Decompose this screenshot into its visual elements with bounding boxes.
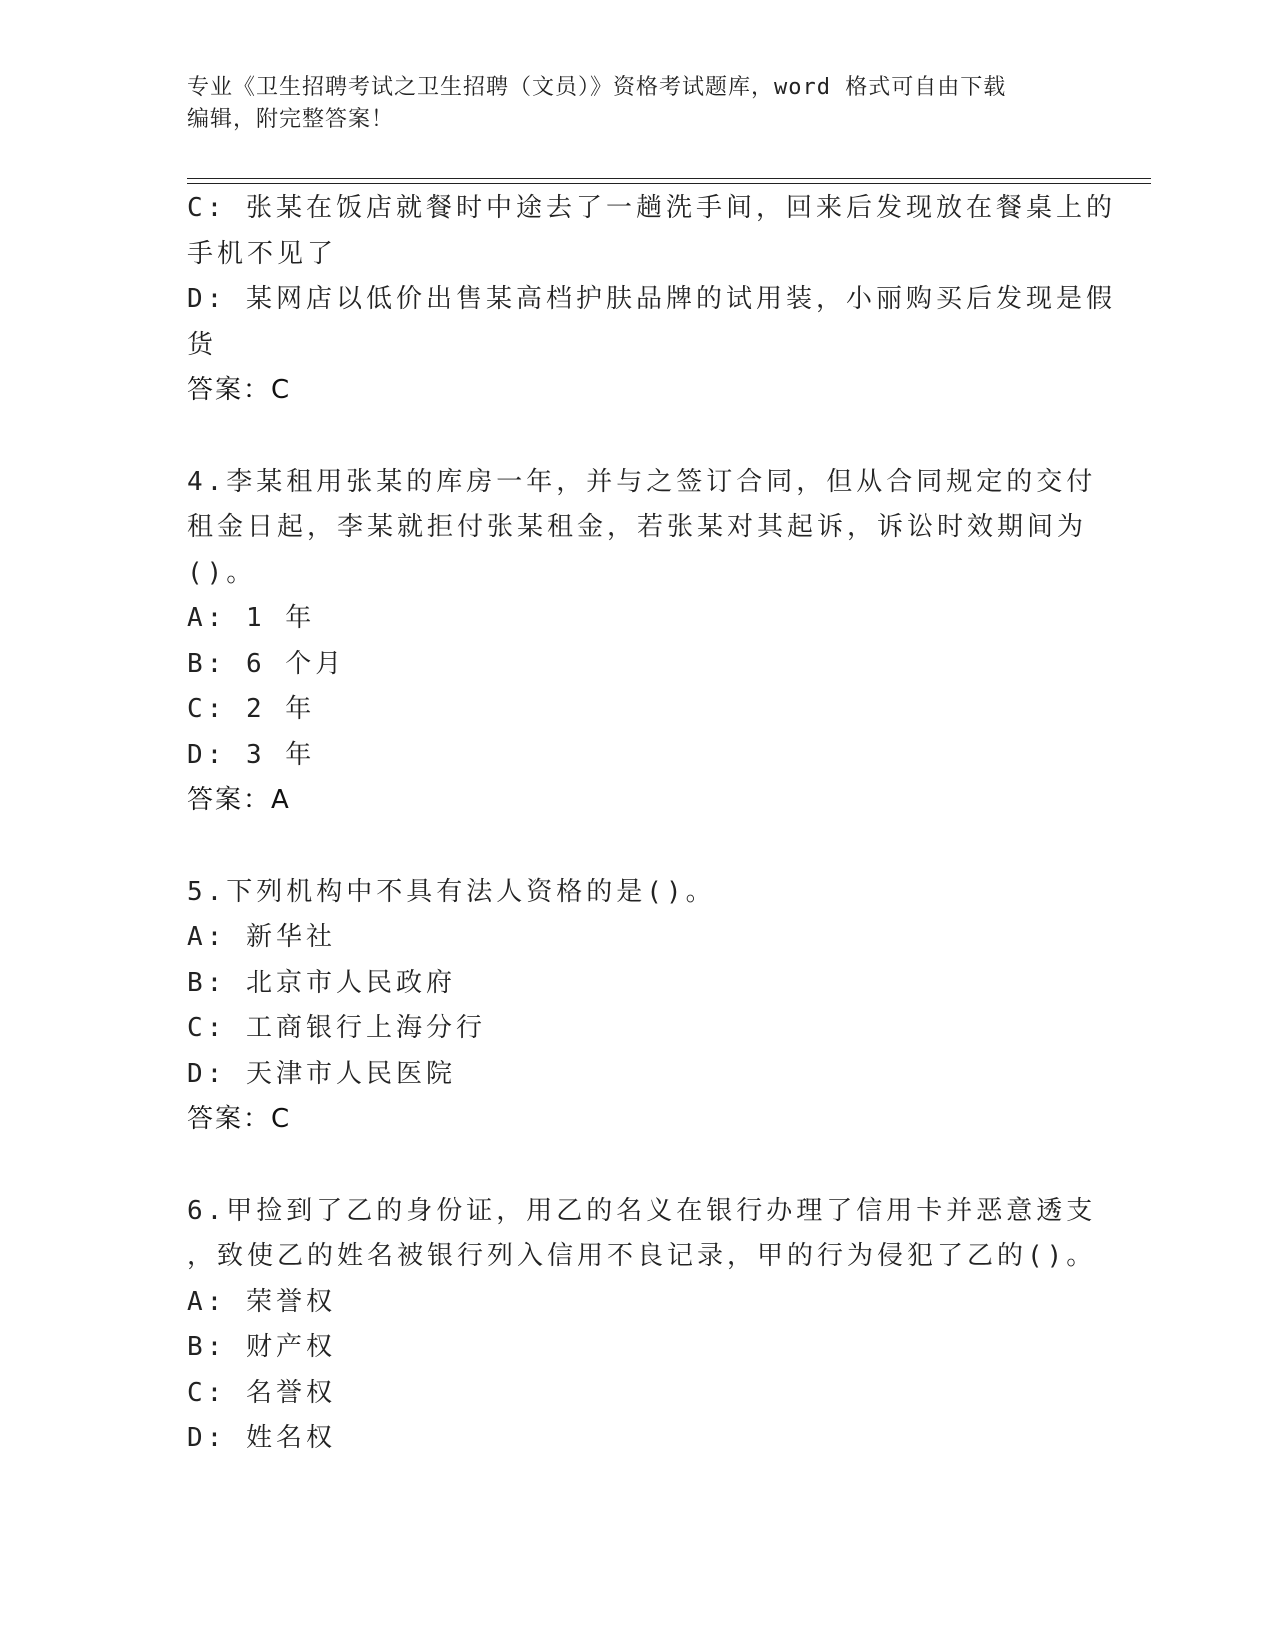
answer-label: 答案：A (187, 785, 291, 815)
answer-label: 答案：C (187, 375, 292, 405)
question-5 (187, 870, 1077, 1143)
question-stem-line-2: 租金日起，李某就拒付张某租金，若张某对其起诉，诉讼时效期间为 (187, 512, 1088, 542)
header-line-1: 专业《卫生招聘考试之卫生招聘（文员）》资格考试题库，word 格式可自由下载 (187, 75, 1007, 100)
option-c-line-1: C: 张某在饭店就餐时中途去了一趟洗手间，回来后发现放在餐桌上的 (187, 193, 1116, 223)
question-stem-line-1: 4.李某租用张某的库房一年，并与之签订合同，但从合同规定的交付 (187, 466, 1097, 497)
option-a: A: 新华社 (187, 922, 336, 952)
question-4 (187, 460, 1097, 824)
option-d: D: 3 年 (187, 739, 316, 770)
option-a: A: 1 年 (187, 603, 316, 633)
question-stem-line-3: ()。 (187, 557, 257, 588)
option-b: B: 6 个月 (187, 648, 346, 679)
question-spacer (187, 824, 1077, 870)
question-list (187, 186, 1116, 1462)
option-a: A: 荣誉权 (187, 1286, 336, 1317)
question-spacer (187, 1143, 1077, 1189)
option-b: B: 北京市人民政府 (187, 967, 456, 998)
option-d-line-1: D: 某网店以低价出售某高档护肤品牌的试用装，小丽购买后发现是假 (187, 284, 1116, 314)
option-c-line-2: 手机不见了 (187, 238, 338, 269)
option-d: D: 姓名权 (187, 1423, 336, 1453)
question-6 (187, 1189, 1097, 1462)
question-spacer (187, 414, 1077, 460)
option-d: D: 天津市人民医院 (187, 1058, 456, 1089)
question-3-partial (187, 186, 1116, 414)
header-divider-bottom (187, 183, 1151, 184)
document-header (187, 72, 1087, 136)
header-line-2: 编辑，附完整答案！ (187, 107, 395, 132)
question-stem: 5.下列机构中不具有法人资格的是()。 (187, 876, 716, 907)
header-divider-top (187, 178, 1151, 179)
option-c: C: 2 年 (187, 694, 316, 724)
question-stem-line-1: 6.甲捡到了乙的身份证，用乙的名义在银行办理了信用卡并恶意透支 (187, 1195, 1097, 1226)
option-d-line-2: 货 (187, 329, 218, 360)
answer-label: 答案：C (187, 1104, 292, 1134)
option-b: B: 财产权 (187, 1332, 336, 1362)
option-c: C: 名誉权 (187, 1377, 336, 1408)
option-c: C: 工商银行上海分行 (187, 1013, 486, 1043)
question-stem-line-2: ，致使乙的姓名被银行列入信用不良记录，甲的行为侵犯了乙的()。 (187, 1241, 1097, 1271)
